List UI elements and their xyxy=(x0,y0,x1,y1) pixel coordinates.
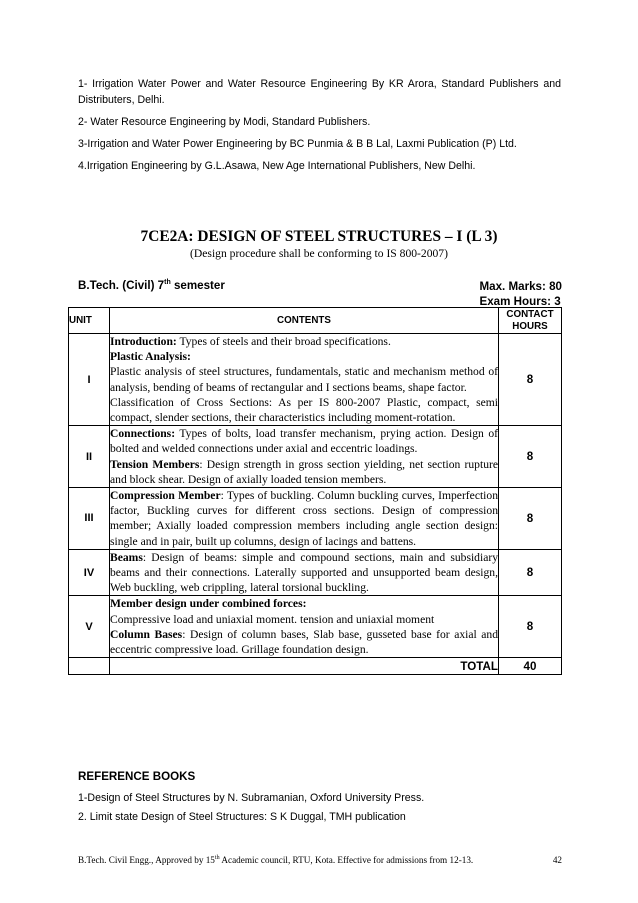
table-row xyxy=(69,426,562,488)
content-line xyxy=(110,457,498,487)
semester-suffix: semester xyxy=(170,279,225,292)
content-heading: Tension Members xyxy=(110,457,200,471)
content-heading: Plastic Analysis: xyxy=(110,350,191,364)
previous-course-references xyxy=(78,76,561,180)
reference-book-item: 2. Limit state Design of Steel Structures: S K Duggal, TMH publication xyxy=(78,811,406,823)
content-line xyxy=(110,550,498,596)
content-text: Types of bolts, load transfer mechanism, prying action. Design of bolted and welded connections under axial and eccentric loadings. xyxy=(110,427,498,456)
contents-cell xyxy=(110,334,499,426)
page-footer xyxy=(78,855,473,865)
semester-label xyxy=(78,279,225,292)
contents-cell xyxy=(110,488,499,550)
content-text: Compressive load and uniaxial moment. tension and uniaxial moment xyxy=(110,612,435,626)
footer-text-end: Academic council, RTU, Kota. Effective for admissions from 12-13. xyxy=(219,855,474,866)
contact-hours-cell: 8 xyxy=(499,549,562,596)
exam-info xyxy=(480,279,563,309)
contact-hours-cell: 8 xyxy=(499,334,562,426)
table-row xyxy=(69,334,562,426)
table-row xyxy=(69,596,562,658)
reference-item: 1- Irrigation Water Power and Water Resource Engineering By KR Arora, Standard Publishers and Distributers, Delhi. xyxy=(78,78,561,106)
content-text: Types of steels and their broad specifications. xyxy=(176,335,391,348)
total-row xyxy=(69,658,562,675)
reference-item: 4.Irrigation Engineering by G.L.Asawa, New Age International Publishers, New Delhi. xyxy=(78,160,476,172)
content-text: : Types of buckling. Column buckling curves, Imperfection factor, Buckling curves for different cross sections. Design of compression member; Axially loaded compression members including angle section design: single and in pair, built up columns, design of lacings and battens. xyxy=(110,489,498,548)
content-line xyxy=(110,364,498,394)
contact-hours-cell: 8 xyxy=(499,596,562,658)
content-text: : Design of beams: simple and compound sections, main and subsidiary beams and their connections. Laterally supported and unsupported beam design, Web buckling, web crippling, lateral torsional buckling. xyxy=(110,550,498,595)
unit-cell: II xyxy=(69,426,110,488)
content-heading: Compression Member xyxy=(110,489,221,503)
content-line xyxy=(110,596,498,611)
reference-item: 2- Water Resource Engineering by Modi, Standard Publishers. xyxy=(78,116,371,128)
semester-prefix: B.Tech. (Civil) 7 xyxy=(78,279,165,292)
reference-books-heading: REFERENCE BOOKS xyxy=(78,770,196,783)
table-row xyxy=(69,488,562,550)
course-title: 7CE2A: DESIGN OF STEEL STRUCTURES – I (L 3) xyxy=(140,228,498,245)
content-heading: Introduction: xyxy=(110,335,177,348)
contents-cell xyxy=(110,596,499,658)
semester-superscript: th xyxy=(164,279,171,287)
header-contact-hours xyxy=(499,308,562,334)
unit-cell: IV xyxy=(69,549,110,596)
header-contents: CONTENTS xyxy=(110,308,499,334)
total-value: 40 xyxy=(499,658,562,675)
contents-cell xyxy=(110,426,499,488)
content-line xyxy=(110,334,498,349)
footer-superscript: th xyxy=(214,855,220,861)
content-line xyxy=(110,395,498,425)
total-label: TOTAL xyxy=(110,658,499,675)
course-subtitle: (Design procedure shall be conforming to IS 800-2007) xyxy=(190,247,448,260)
content-text: Classification of Cross Sections: As per IS 800-2007 Plastic, compact, semi compact, slender sections, their characteristics including moment-rotation. xyxy=(110,395,498,425)
header-hours-line: HOURS xyxy=(512,320,548,332)
header-contact-line: CONTACT xyxy=(506,308,554,320)
content-line xyxy=(110,426,498,456)
footer-text: B.Tech. Civil Engg., Approved by 15 xyxy=(78,855,215,866)
total-empty-cell xyxy=(69,658,110,675)
content-line xyxy=(110,627,498,657)
table-row xyxy=(69,549,562,596)
content-line xyxy=(110,612,498,627)
content-text: : Design strength in gross section yielding, net section rupture and block shear. Design of axially loaded tension members. xyxy=(110,457,498,486)
content-heading: Connections: xyxy=(110,427,176,441)
header-unit: UNIT xyxy=(69,308,110,334)
syllabus-table xyxy=(68,307,562,675)
contact-hours-cell: 8 xyxy=(499,488,562,550)
reference-books-list xyxy=(78,790,561,828)
content-line xyxy=(110,349,498,364)
content-heading: Beams xyxy=(110,550,143,564)
content-line xyxy=(110,488,498,549)
reference-book-item: 1-Design of Steel Structures by N. Subramanian, Oxford University Press. xyxy=(78,792,425,804)
table-header-row xyxy=(69,308,562,334)
contact-hours-cell: 8 xyxy=(499,426,562,488)
content-heading: Member design under combined forces: xyxy=(110,597,307,611)
unit-cell: V xyxy=(69,596,110,658)
contents-cell xyxy=(110,549,499,596)
reference-item: 3-Irrigation and Water Power Engineering by BC Punmia & B B Lal, Laxmi Publication (P) Ltd. xyxy=(78,138,517,150)
page-number: 42 xyxy=(552,855,562,865)
unit-cell: III xyxy=(69,488,110,550)
unit-cell: I xyxy=(69,334,110,426)
content-heading: Column Bases xyxy=(110,627,183,641)
exam-hours: Exam Hours: 3 xyxy=(479,295,561,308)
max-marks: Max. Marks: 80 xyxy=(479,280,562,293)
content-text: : Design of column bases, Slab base, gusseted base for axial and eccentric compressive load. Grillage foundation design. xyxy=(110,627,498,657)
content-text: Plastic analysis of steel structures, fundamentals, static and mechanism method of analysis, bending of beams of rectangular and I sections beams, shape factor. xyxy=(110,365,498,394)
